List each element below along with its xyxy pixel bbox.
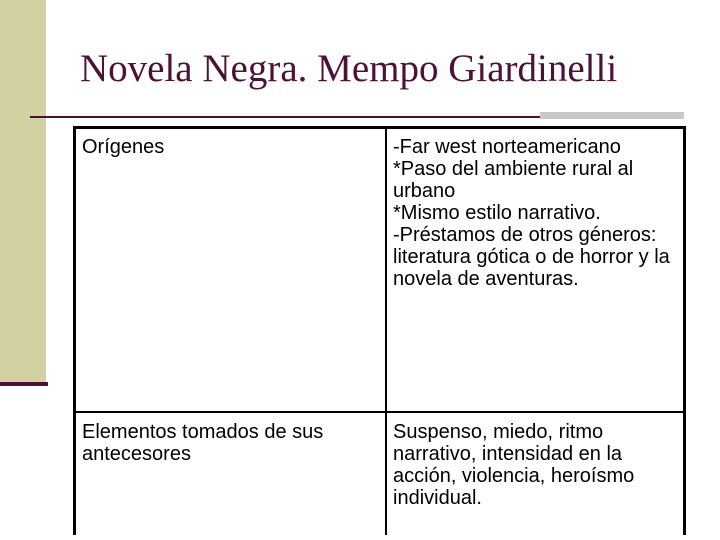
content-table	[73, 126, 686, 535]
title-underline	[30, 116, 540, 118]
row-label-origenes: Orígenes	[75, 128, 387, 413]
cell-line: Suspenso, miedo, ritmo narrativo, intensidad en la acción, violencia, heroísmo individual.	[393, 421, 635, 509]
row-label-elementos: Elementos tomados de sus antecesores	[75, 412, 387, 535]
cell-line: *Mismo estilo narrativo.	[393, 202, 601, 224]
title-underline-accent	[540, 112, 684, 119]
row-content-elementos	[386, 412, 685, 535]
left-accent-bar-foot	[0, 382, 48, 386]
cell-line: *Paso del ambiente rural al urbano	[393, 158, 634, 202]
slide-title: Novela Negra. Mempo Giardinelli	[80, 47, 618, 90]
table-row	[75, 128, 685, 413]
left-accent-bar	[0, 0, 46, 382]
cell-line: -Far west norteamericano	[393, 136, 621, 158]
table-row	[75, 412, 685, 535]
cell-line: -Préstamos de otros géneros: literatura gótica o de horror y la novela de aventuras.	[393, 224, 670, 290]
row-content-origenes	[386, 128, 685, 413]
